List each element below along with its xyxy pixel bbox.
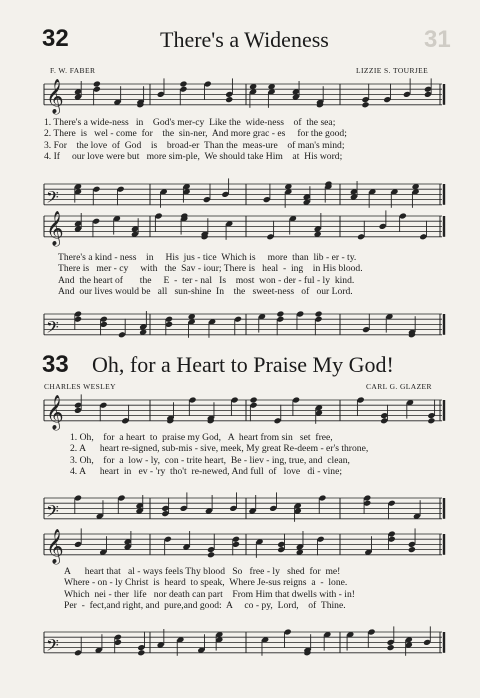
lyric-line: Which nei - ther life nor death can part From Him that dwells with - in!	[64, 588, 355, 600]
svg-text:𝄞: 𝄞	[46, 78, 64, 114]
lyric-line: Per - fect,and right, and pure,and good: A co - py, Lord, of Thine.	[64, 599, 346, 611]
lyric-line: And our lives would be all sun-shine In the sweet-ness of our Lord.	[58, 285, 353, 297]
lyric-line: And the heart of the E - ter - nal Is most won - der - ful - ly kind.	[58, 274, 355, 286]
hymn-number: 33	[42, 351, 69, 378]
lyric-line: Where - on - ly Christ is heard to speak, Where Je-sus reigns a - lone.	[64, 577, 348, 589]
verse-lyrics	[44, 117, 347, 162]
svg-text:𝄢: 𝄢	[46, 186, 59, 211]
svg-text:𝄢: 𝄢	[46, 634, 59, 659]
lyric-line: 4. A heart in ev - 'ry tho't re-newed, And full of love di - vine;	[70, 465, 343, 477]
svg-text:𝄞: 𝄞	[46, 394, 64, 430]
lyric-line: 1. Oh, for a heart to praise my God, A heart from sin set free,	[70, 432, 333, 443]
bleed-through-page-number: 31	[424, 26, 451, 53]
lyric-line: 1. There's a wide-ness in God's mer-cy Like the wide-ness of the sea;	[44, 117, 336, 128]
music-credit: CARL G. GLAZER	[366, 382, 432, 391]
music-staff	[0, 308, 480, 358]
lyric-line: 2. A heart re-signed, sub-mis - sive, meek, My great Re-deem - er's throne,	[70, 443, 369, 455]
music-credit: LIZZIE S. TOURJEE	[356, 66, 429, 75]
verse-lyrics	[70, 432, 368, 477]
lyric-line: There's a kind - ness in His jus - tice Which is more than lib - er - ty.	[58, 252, 357, 263]
refrain-lyrics	[58, 252, 363, 297]
lyric-line: 4. If our love were but more sim-ple, We should take Him at His word;	[44, 150, 343, 162]
lyric-line: 3. Oh, for a low - ly, con - trite heart, Be - liev - ing, true, and clean,	[70, 454, 350, 466]
svg-text:𝄞: 𝄞	[46, 528, 64, 564]
hymn-title: Oh, for a Heart to Praise My God!	[92, 352, 394, 377]
words-credit: CHARLES WESLEY	[44, 382, 116, 391]
music-staff	[0, 626, 480, 676]
lyric-line: 3. For the love of God is broad-er Than the meas-ure of man's mind;	[44, 139, 345, 151]
refrain-lyrics	[64, 566, 355, 611]
svg-text:𝄞: 𝄞	[46, 210, 64, 246]
lyric-line: 2. There is wel - come for the sin-ner, And more grac - es for the good;	[44, 128, 347, 140]
hymn-number: 32	[42, 25, 69, 52]
svg-text:𝄢: 𝄢	[46, 500, 59, 525]
lyric-line: There is mer - cy with the Sav - iour; There is heal - ing in His blood.	[58, 263, 363, 275]
words-credit: F. W. FABER	[50, 66, 96, 75]
lyric-line: A heart that al - ways feels Thy blood So free - ly shed for me!	[64, 566, 341, 577]
svg-text:𝄢: 𝄢	[46, 316, 59, 341]
hymn-title: There's a Wideness	[160, 27, 329, 52]
